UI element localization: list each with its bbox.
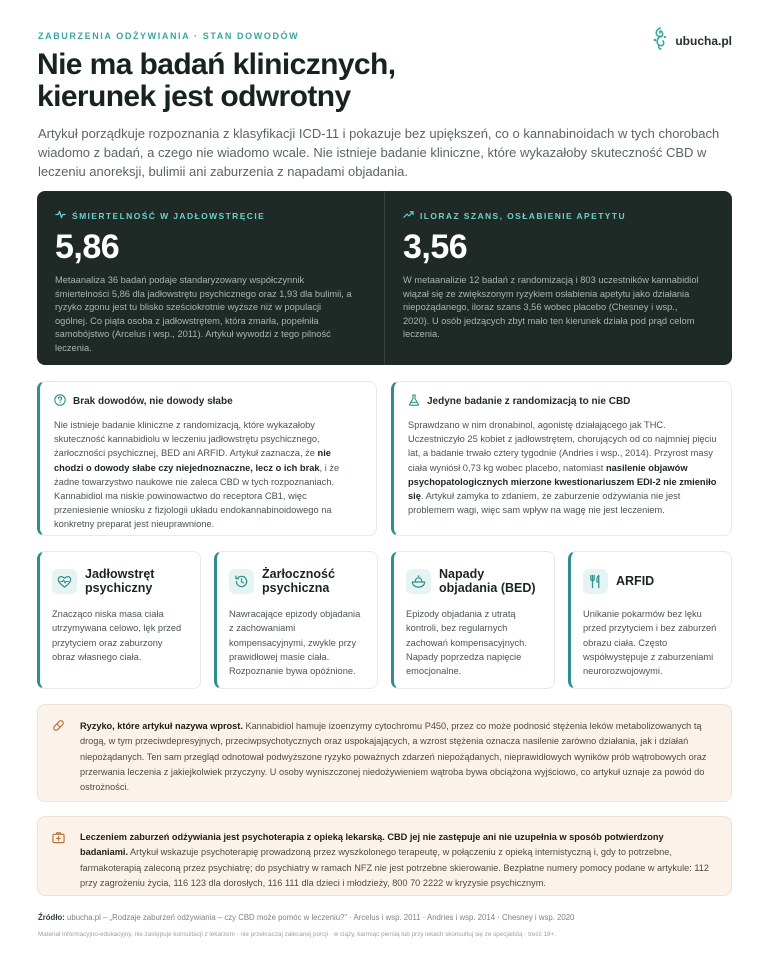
brand-logo[interactable] xyxy=(651,26,732,55)
treatment-body: Artykuł wskazuje psychoterapię prowadzoną przez wyszkolonego terapeutę, w połączeniu z opieką internistyczną i, gdy to potrzebne, farmakoterapią zaleconą przez psychiatrę; do psychiatry w ramach NFZ nie jest potrzebne skierowanie. Bezpłatne numery pomocy podane w artykule: 112 przy zagrożeniu życia, 116 123 dla dorosłych, 116 111 dla dzieci i młodzieży, 800 70 2222 w kryzysie psychicznym. xyxy=(80,847,709,888)
disorder-description: Unikanie pokarmów bez lęku przed przytyciem i bez zaburzeń obrazu ciała. Często współwystępuje z zaburzeniami neurorozwojowymi. xyxy=(583,609,717,677)
eyebrow: ZABURZENIA ODŻYWIANIA · STAN DOWODÓW xyxy=(38,31,300,41)
treatment-text xyxy=(80,830,711,891)
disorder-card-anorexia xyxy=(37,551,201,689)
pill-icon xyxy=(52,719,65,737)
title-line-1: Nie ma badań klinicznych, xyxy=(37,48,396,81)
disclaimer: Materiał informacyjno-edukacyjny, nie zastępuje konsultacji z lekarzem · nie przekraczaj zalecanej porcji · w ciąży, karmiąc piersią lub przy lekach skonsultuj się ze specjalistą · treść 18+. xyxy=(38,931,556,938)
stat-description: W metaanalizie 12 badań z randomizacją i 803 uczestników kannabidiol wiązał się ze zwiększonym ryzykiem osłabienia apetytu jako działania niepożądanego, iloraz szans 3,56 wobec placebo (Chesney i wsp., 2020). U osób jedzących zbyt mało ten kierunek działa pod prąd celom leczenia. xyxy=(403,275,699,340)
treatment-lead: Leczeniem zaburzeń odżywiania jest psychoterapia z opieką lekarską. CBD jej nie zastępuje ani nie uzupełnia w sposób potwierdzony badaniami. xyxy=(80,832,664,858)
disorder-description: Epizody objadania z utratą kontroli, bez regularnych zachowań kompensacyjnych. Napady poprzedza napięcie emocjonalne. xyxy=(406,609,527,677)
risk-body: Kannabidiol hamuje izoenzymy cytochromu P450, przez co może podnosić stężenia leków metabolizowanych tą drogą, w tym przeciwdepresyjnych, przeciwpsychotycznych oraz uspokajających, a wzrost stężenia oznacza nasilenie zarówno działania, jak i działań niepożądanych. Ten sam przegląd odnotował podwyższone ryzyko poważnych zdarzeń niepożądanych, nieprawidłowych wyników prób wątrobowych oraz przerwania leczenia z jakiejkolwiek przyczyny. U osoby wyniszczonej niedożywieniem wątroba bywa obciążona wyjściowo, co artykuł uznaje za powód do ostrożności. xyxy=(80,721,707,793)
disorder-card-arfid xyxy=(568,551,732,689)
card-title: Jedyne badanie z randomizacją to nie CBD xyxy=(427,396,631,407)
stat-description: Metaanaliza 36 badań podaje standaryzowany współczynnik śmiertelności 5,86 dla jadłowstrętu psychicznego oraz 1,93 dla bulimii, a ryzyko zgonu jest tu blisko sześciokrotnie wyższe niż w populacji ogólnej. Co piąta osoba z jadłowstrętem, która zmarła, popełniła samobójstwo (Arcelus i wsp., 2011). Artykuł wywodzi z tego pilność leczenia. xyxy=(55,275,352,353)
lead-paragraph: Artykuł porządkuje rozpoznania z klasyfikacji ICD-11 i pokazuje bez upiększeń, co o kannabinoidach w tych chorobach wiadomo z badań, a czego nie wiadomo wcale. Nie istnieje badanie kliniczne, które wykazałoby skuteczność CBD w leczeniu anoreksji, bulimii ani zaburzenia z napadami objadania. xyxy=(38,126,720,179)
card-text-part: Nie istnieje badanie kliniczne z randomizacją, które wykazałoby skuteczność kannabidiolu w leczeniu jadłowstrętu psychicznego, żarłoczności psychicznej, BED ani ARFID. Artykuł zaznacza, że xyxy=(54,420,320,459)
disorder-title: Jadłowstręt psychiczny xyxy=(85,567,155,595)
stat-odds-ratio xyxy=(384,191,732,365)
card-text-part: . Artykuł zamyka to zdaniem, że zaburzenie odżywiania nie jest problemem wagi, więc sam wpływ na wagę nie jest leczeniem. xyxy=(408,491,681,516)
stats-panel xyxy=(37,191,732,365)
card-text xyxy=(408,418,717,517)
question-circle-icon xyxy=(54,394,66,409)
card-text-part: Sprawdzano w nim dronabinol, agonistę działającego jak THC. Uczestniczyło 25 kobiet z jadłowstrętem, chorujących od co najmniej pięciu lat, a badanie trwało cztery tygodnie (Andries i wsp., 2014). Przyrost masy ciała wyniósł 0,73 kg wobec placebo, natomiast xyxy=(408,420,717,473)
stat-value: 5,86 xyxy=(55,228,120,266)
disorder-title: Napady objadania (BED) xyxy=(439,567,536,595)
risk-text xyxy=(80,719,711,795)
food-bowl-icon xyxy=(406,569,431,594)
page-title xyxy=(37,49,597,113)
stat-mortality xyxy=(37,191,384,365)
disorder-description: Nawracające epizody objadania z zachowaniami kompensacyjnymi, zwykle przy prawidłowej masie ciała. Rozpoznanie bywa opóźnione. xyxy=(229,609,361,677)
disorder-header xyxy=(583,564,719,598)
pulse-icon xyxy=(55,209,66,222)
disorder-header xyxy=(229,564,365,598)
card-rct xyxy=(391,381,732,536)
source-line xyxy=(38,913,574,922)
card-text-part: , i że żadne towarzystwo naukowe nie zaleca CBD w tych rozpoznaniach. Kannabidiol ma niskie powinowactwo do receptora CB1, więc przeniesienie wniosku z fizjologii układu endokannabinoidowego na konkretny preparat jest nieuprawnione. xyxy=(54,462,340,530)
card-header xyxy=(408,394,717,409)
card-text-bold: nie chodzi o dowody słabe czy niejednoznaczne, lecz o ich brak xyxy=(54,448,331,473)
card-title: Brak dowodów, nie dowody słabe xyxy=(73,396,233,407)
risk-callout xyxy=(37,704,732,802)
stat-value: 3,56 xyxy=(403,228,468,266)
trend-up-icon xyxy=(403,209,414,222)
disorder-card-bulimia xyxy=(214,551,378,689)
disorder-header xyxy=(406,564,542,598)
card-text xyxy=(54,418,362,532)
title-line-2: kierunek jest odwrotny xyxy=(37,80,351,113)
card-text-bold: nasilenie objawów psychopatologicznych mierzone kwestionariuszem EDI-2 nie zmieniło się xyxy=(408,462,717,502)
disorder-card-bed xyxy=(391,551,555,689)
stat-label-text: ILORAZ SZANS, OSŁABIENIE APETYTU xyxy=(420,210,626,221)
disorder-title: ARFID xyxy=(616,574,655,588)
stat-label xyxy=(403,209,714,222)
flask-icon xyxy=(408,394,420,409)
source-text: ubucha.pl – „Rodzaje zaburzeń odżywiania – czy CBD może pomóc w leczeniu?” · Arcelus i wsp. 2011 · Andries i wsp. 2014 · Chesney i wsp. 2020 xyxy=(64,913,575,922)
brand-name: ubucha.pl xyxy=(675,33,732,48)
card-header xyxy=(54,394,362,409)
source-label: Źródło: xyxy=(38,913,65,922)
utensils-icon xyxy=(583,569,608,594)
card-no-evidence xyxy=(37,381,377,536)
kombucha-logo-icon xyxy=(651,26,669,55)
risk-lead: Ryzyko, które artykuł nazywa wprost. xyxy=(80,721,243,731)
medical-kit-icon xyxy=(52,831,65,849)
disorder-title: Żarłoczność psychiczna xyxy=(262,567,335,595)
stat-label xyxy=(55,209,366,222)
treatment-callout xyxy=(37,816,732,896)
disorder-description: Znacząco niska masa ciała utrzymywana celowo, lęk przed przytyciem oraz zaburzony obraz własnego ciała. xyxy=(52,609,182,662)
stat-label-text: ŚMIERTELNOŚĆ W JADŁOWSTRĘCIE xyxy=(72,210,266,221)
disorder-header xyxy=(52,564,188,598)
cycle-icon xyxy=(229,569,254,594)
heart-pulse-icon xyxy=(52,569,77,594)
